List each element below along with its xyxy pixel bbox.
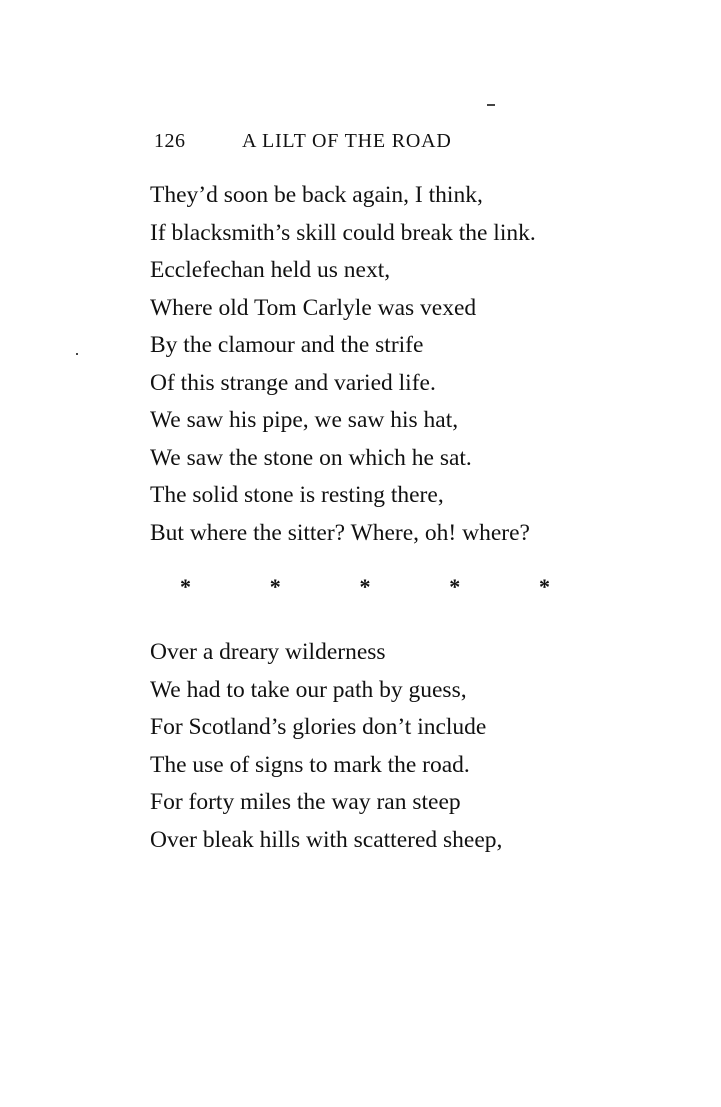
poem-line: By the clamour and the strife	[150, 332, 424, 358]
poem-line: If blacksmith’s skill could break the link.	[150, 219, 536, 246]
poem-line: Where old Tom Carlyle was vexed	[150, 294, 477, 321]
poem-line: But where the sitter? Where, oh! where?	[150, 519, 530, 546]
poem-line: Over a dreary wilderness	[150, 639, 386, 665]
poem-line: Ecclefechan held us next,	[150, 257, 391, 283]
poem-line: We saw his pipe, we saw his hat,	[150, 407, 459, 433]
asterisk: *	[359, 574, 371, 599]
poem-line: We had to take our path by guess,	[150, 676, 467, 703]
print-speck	[487, 104, 495, 106]
print-speck	[76, 353, 78, 355]
poem-line: For forty miles the way ran steep	[150, 789, 461, 815]
poem-line: They’d soon be back again, I think,	[150, 182, 483, 208]
poem-stanza	[150, 634, 502, 859]
asterisk: *	[180, 574, 191, 599]
asterisk: *	[539, 574, 550, 599]
poem-line: The solid stone is resting there,	[150, 482, 444, 508]
page-number: 126	[154, 130, 186, 152]
poem-line: Over bleak hills with scattered sheep,	[150, 826, 503, 853]
poem-stanza	[150, 177, 536, 552]
poem-line: Of this strange and varied life.	[150, 369, 436, 396]
asterisk: *	[449, 574, 461, 599]
poem-line: The use of signs to mark the road.	[150, 751, 470, 778]
asterisk: *	[269, 574, 281, 599]
running-title: A LILT OF THE ROAD	[242, 130, 452, 152]
section-break-asterism	[180, 574, 550, 604]
page-header	[154, 130, 594, 158]
poem-line: For Scotland’s glories don’t include	[150, 714, 487, 740]
poem-line: We saw the stone on which he sat.	[150, 444, 472, 471]
